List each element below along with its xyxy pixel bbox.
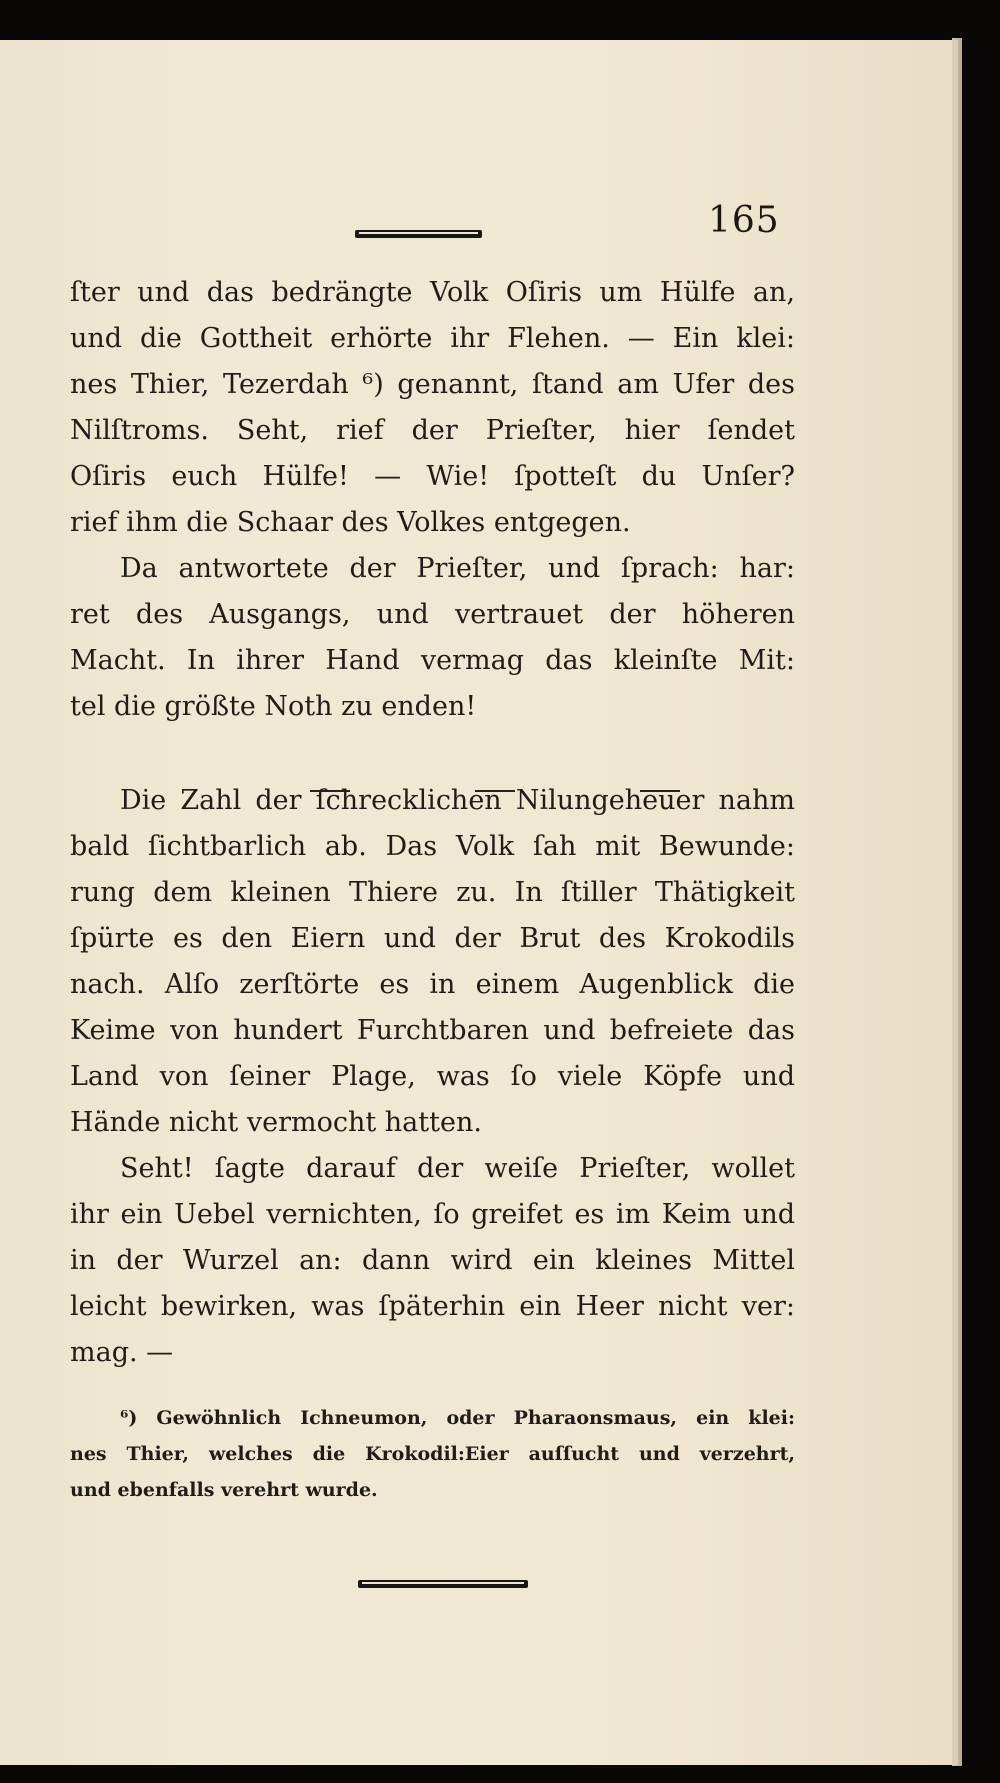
text-line: ſpürte es den Eiern und der Brut des Krokodils xyxy=(70,923,795,954)
text-line: Hände nicht vermocht hatten. xyxy=(70,1107,482,1138)
text-line: Nilſtroms. Seht, rief der Prieſter, hier ſendet xyxy=(70,415,795,446)
text-line: tel die größte Noth zu enden! xyxy=(70,691,477,722)
text-line: rief ihm die Schaar des Volkes entgegen. xyxy=(70,507,631,538)
header-rule xyxy=(355,230,482,238)
text-line: Land von ſeiner Plage, was ſo viele Köpfe und xyxy=(70,1061,795,1092)
text-line: mag. — xyxy=(70,1337,174,1368)
text-line: Die Zahl der ſchrecklichen Nilungeheuer nahm xyxy=(120,785,795,816)
text-line: rung dem kleinen Thiere zu. In ſtiller Thätigkeit xyxy=(70,877,795,908)
text-line: ihr ein Uebel vernichten, ſo greifet es im Keim und xyxy=(70,1199,795,1230)
page-number: 165 xyxy=(708,200,780,241)
text-line: in der Wurzel an: dann wird ein kleines Mittel xyxy=(70,1245,795,1276)
text-line: und die Gottheit erhörte ihr Flehen. — Ein klei: xyxy=(70,323,795,354)
book-page xyxy=(0,40,952,1765)
text-line: nach. Alſo zerſtörte es in einem Augenblick die xyxy=(70,969,795,1000)
footnote-line: nes Thier, welches die Krokodil:Eier auſſucht und verzehrt, xyxy=(70,1443,795,1465)
text-line: Oſiris euch Hülfe! — Wie! ſpotteſt du Unſer? xyxy=(70,461,795,492)
footnote-line: und ebenfalls verehrt wurde. xyxy=(70,1479,378,1501)
text-line: leicht bewirken, was ſpäterhin ein Heer nicht ver: xyxy=(70,1291,795,1322)
text-line: nes Thier, Tezerdah ⁶) genannt, ſtand am Ufer des xyxy=(70,369,795,400)
text-line: Da antwortete der Prieſter, und ſprach: har: xyxy=(120,553,795,584)
footnote-line: ⁶) Gewöhnlich Ichneumon, oder Pharaonsmaus, ein klei: xyxy=(120,1407,795,1429)
text-line: Seht! ſagte darauf der weiſe Prieſter, wollet xyxy=(120,1153,795,1184)
text-line: ſter und das bedrängte Volk Oſiris um Hülfe an, xyxy=(70,277,795,308)
text-line: Keime von hundert Furchtbaren und befreiete das xyxy=(70,1015,795,1046)
text-line: Macht. In ihrer Hand vermag das kleinſte Mit: xyxy=(70,645,795,676)
text-line: ret des Ausgangs, und vertrauet der höheren xyxy=(70,599,795,630)
text-line: bald ſichtbarlich ab. Das Volk ſah mit Bewunde: xyxy=(70,831,795,862)
footer-rule xyxy=(358,1580,528,1588)
page-edge xyxy=(952,38,962,1766)
